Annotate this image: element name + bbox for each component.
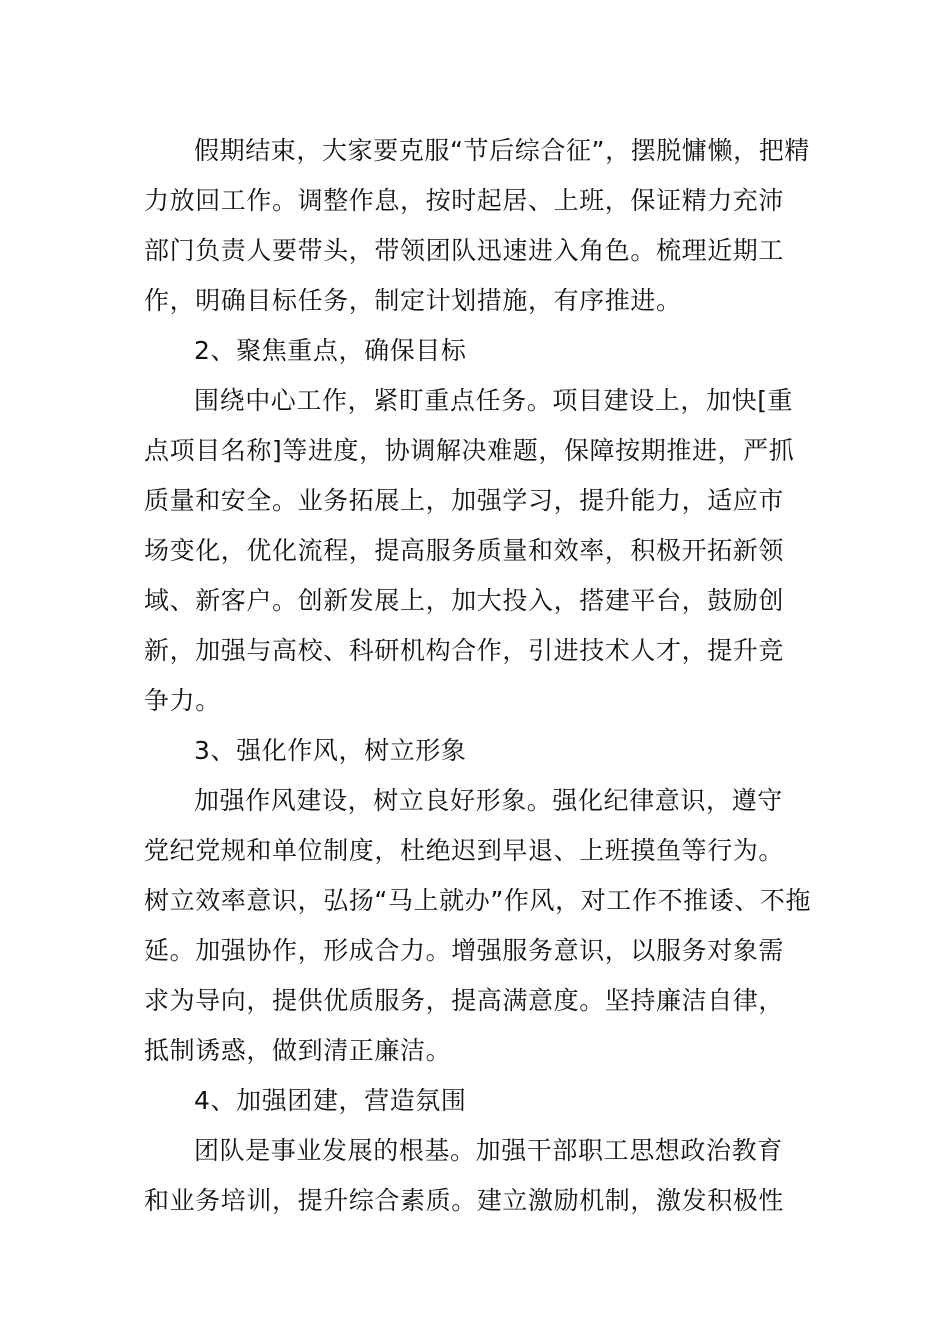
document-page	[144, 126, 810, 1226]
paragraph-line: 争力。	[144, 686, 221, 715]
paragraph-line: 团队是事业发展的根基。加强干部职工思想政治教育	[194, 1136, 783, 1165]
paragraph-line: 力放回工作。调整作息，按时起居、上班，保证精力充沛	[144, 186, 785, 215]
paragraph-line: 求为导向，提供优质服务，提高满意度。坚持廉洁自律，	[144, 986, 785, 1015]
paragraph-line: 部门负责人要带头，带领团队迅速进入角色。梳理近期工	[144, 236, 785, 265]
paragraph-line: 围绕中心工作，紧盯重点任务。项目建设上，加快[重	[194, 386, 794, 415]
paragraph-line: 域、新客户。创新发展上，加大投入，搭建平台，鼓励创	[144, 586, 785, 615]
section-heading-2: 2、聚焦重点，确保目标	[194, 336, 467, 365]
paragraph-line: 抵制诱惑，做到清正廉洁。	[144, 1036, 452, 1065]
paragraph-line: 延。加强协作，形成合力。增强服务意识，以服务对象需	[144, 936, 785, 965]
paragraph-line: 质量和安全。业务拓展上，加强学习，提升能力，适应市	[144, 486, 785, 515]
paragraph-line: 点项目名称]等进度，协调解决难题，保障按期推进，严抓	[144, 436, 795, 465]
paragraph-line: 新，加强与高校、科研机构合作，引进技术人才，提升竞	[144, 636, 785, 665]
paragraph-line: 和业务培训，提升综合素质。建立激励机制，激发积极性	[144, 1186, 785, 1215]
paragraph-line: 树立效率意识，弘扬“马上就办”作风，对工作不推诿、不拖	[144, 886, 812, 915]
section-heading-4: 4、加强团建，营造氛围	[194, 1086, 467, 1115]
paragraph-line: 场变化，优化流程，提高服务质量和效率，积极开拓新领	[144, 536, 785, 565]
paragraph-line: 假期结束，大家要克服“节后综合征”，摆脱慵懒，把精	[194, 136, 810, 165]
paragraph-line: 作，明确目标任务，制定计划措施，有序推进。	[144, 286, 682, 315]
paragraph-line: 加强作风建设，树立良好形象。强化纪律意识，遵守	[194, 786, 783, 815]
paragraph-line: 党纪党规和单位制度，杜绝迟到早退、上班摸鱼等行为。	[144, 836, 785, 865]
section-heading-3: 3、强化作风，树立形象	[194, 736, 467, 765]
